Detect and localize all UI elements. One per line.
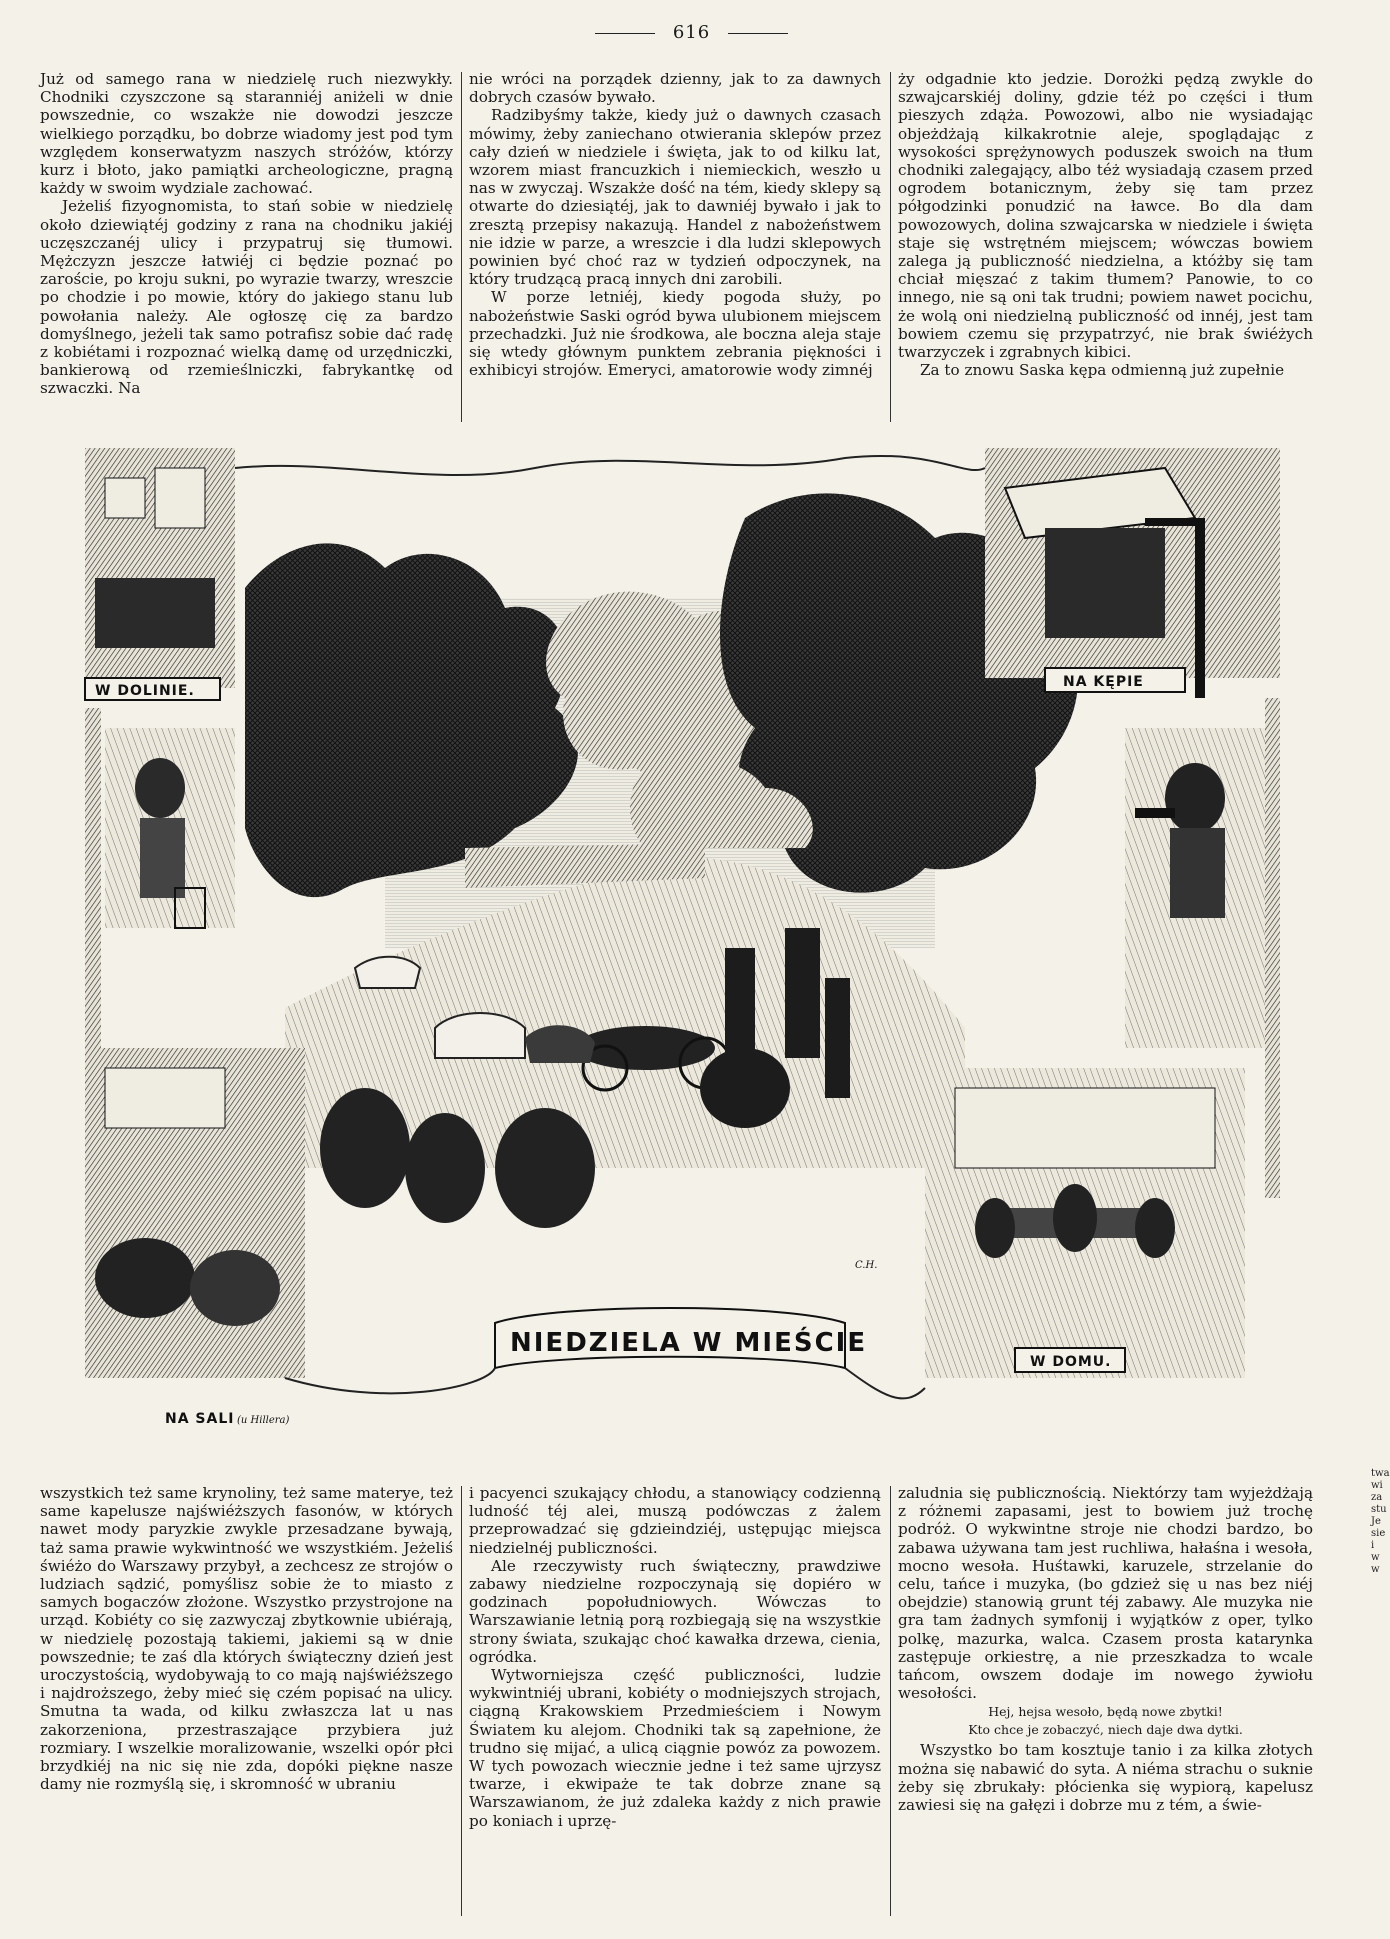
- page-number-rule-left: [595, 33, 655, 34]
- title-banner-text: NIEDZIELA W MIEŚCIE: [510, 1328, 868, 1358]
- paragraph: Wszystko bo tam kosztuje tanio i za kilka złotych można się nabawić do syta. A niéma strachu o suknie żeby się zbrukały: płócienka się wypiorą, kapelusz zawiesi się na gałęzi i dobrze mu z tém, a świe-: [898, 1741, 1313, 1815]
- paragraph: W porze letniéj, kiedy pogoda służy, po nabożeństwie Saski ogród bywa ulubionem miejscem przechadzki. Już nie środkowa, ale boczna aleja staje się wtedy głównym punktem zebrania piękności i exhibicyi strojów. Emeryci, amatorowie wody zimnéj: [469, 288, 881, 380]
- page-number-text: 616: [672, 22, 711, 43]
- paragraph: wszystkich też same krynoliny, też same materye, też same kapelusze najświéższych fasonów, w których nawet mody paryzkie zwykle przesadzane bywają, taż sama prawie wykwintność we wszystkiém. Jeżeliś świéżo do Warszawy przybył, a zechcesz ze strojów o ludziach sądzić, pomyślisz sobie że to miasto z samych bogaczów złożone. Wszystko przystrojone na urząd. Kobiéty co się zazwyczaj zbytkownie ubiérają, w niedzielę pozostają takiemi, jakiemi są w dnie powszednie; te zaś dla których świąteczny dzień jest uroczystością, wydobywają to co mają najświéższego i najdroższego, żeby mieć się czém popisać na ulicy. Smutna ta wada, od kilku zwłaszcza lat u nas zakorzeniona, przestraszające przybiera już rozmiary. I wszelkie moralizowanie, wszelki opór płci brzydkiéj na nic się nie zda, dopóki piękne nasze damy nie rozmyślą się, i skromność w ubraniu: [40, 1484, 453, 1794]
- label-dolinie: W DOLINIE.: [95, 683, 195, 699]
- column-divider: [461, 72, 462, 422]
- column-divider: [461, 1486, 462, 1916]
- bottom-column-1: [40, 1484, 453, 1924]
- paragraph: Radzibyśmy także, kiedy już o dawnych czasach mówimy, żeby zaniechano otwierania sklepów przez cały dzień w niedziele i święta, jak to od kilku lat, wzorem miast francuzkich i niemieckich, weszło u nas w zwyczaj. Wszakże dość na tém, kiedy sklepy są otwarte do dziesiątéj, jak to dawniéj bywało i jak to zresztą przepisy nakazują. Handel z nabożeństwem nie idzie w parze, a wreszcie i dla ludzi sklepowych powinien być choć raz w tydzień odpoczynek, na który trudzącą pracą innych dni zarobili.: [469, 106, 881, 289]
- label-domu: W DOMU.: [1030, 1354, 1112, 1370]
- top-column-1: [40, 70, 453, 430]
- poem-line: Hej, hejsa wesoło, będą nowe zbytki!: [988, 1704, 1223, 1720]
- vignette-kepie: [985, 448, 1280, 698]
- artist-signature: C.H.: [855, 1260, 878, 1271]
- vignette-dolinie: [85, 448, 235, 700]
- paragraph: zaludnia się publicznością. Niektórzy tam wyjeżdżają z różnemi zapasami, jest to bowiem już trochę podróż. O wykwintne stroje nie chodzi bardzo, bo zabawa używana tam jest ruchliwa, hałaśna i wesoła, mocno wesoła. Huśtawki, karuzele, strzelanie do celu, tańce i muzyka, (bo gdzież się u nas bez niéj obejdzie) stanowią grunt téj zabawy. Ale muzyka nie gra tam żadnych symfonij i wyjątków z oper, tylko polkę, mazurka, walca. Czasem prosta katarynka zastępuje orkiestrę, a nie przeszkadza to wcale tańcom, owszem dodaje im nowego żywiołu wesołości.: [898, 1484, 1313, 1703]
- paragraph: Jeżeliś fizyognomista, to stań sobie w niedzielę około dziewiątéj godziny z rana na chodniku jakiéj uczęszczanéj ulicy i przypatruj się tłumowi. Mężczyzn jeszcze łatwiéj ci będzie poznać po zaroście, po kroju sukni, po wyrazie twarzy, wreszcie po chodzie i po mowie, który do jakiego stanu lub powołania należy. Ale ogłoszę cię za bardzo domyślnego, jeżeli tak samo potrafisz sobie dać radę z kobiétami i rozpoznać wielką damę od urzędniczki, bankierową od rzemieślniczki, fabrykantkę od szwaczki. Na: [40, 197, 453, 398]
- top-column-2: [469, 70, 881, 430]
- page-number: [0, 22, 1383, 43]
- paragraph: Wytworniejsza część publiczności, ludzie wykwintniéj ubrani, kobiéty o modniejszych strojach, ciągną Krakowskiem Przedmieściem i Nowym Światem ku alejom. Chodniki tak są zapełnione, że trudno się mijać, a ulicą ciągnie powóz za powozem. W tych powozach wiecznie jedne i też same ujrzysz twarze, i ekwipaże te tak dobrze znane są Warszawianom, że już zdaleka każdy z nich prawie po koniach i uprzę-: [469, 1666, 881, 1830]
- top-column-3: [898, 70, 1313, 430]
- vignette-sali: [85, 1048, 305, 1427]
- page-number-rule-right: [728, 33, 788, 34]
- paragraph: ży odgadnie kto jedzie. Dorożki pędzą zwykle do szwajcarskiéj doliny, gdzie téż po części i tłum pieszych zdąża. Powozowi, albo nie wysiadając objeżdżają kilkakrotnie aleje, spoglądając z wysokości sprężynowych poduszek swoich na tłum chodniki zalegający, albo téż wysiadają czasem przed ogrodem botanicznym, żeby się tam przez półgodzinki ponudzić na ławce. Bo dla dam powozowych, dolina szwajcarska w niedziele i święta staje się wstrętném miejscem; wówczas bowiem zalega ją publiczność niedzielna, a któżby się tam chciał mięszać z takim tłumem? Panowie, to co innego, nie są oni tak trudni; powiem nawet pocichu, że wolą oni niedzielną publiczność od innéj, jest tam bowiem czemu się przypatrzyć, nie brak świéżych twarzyczek i zgrabnych kibici.: [898, 70, 1313, 362]
- bottom-column-2: [469, 1484, 881, 1924]
- label-sali: NA SALI: [165, 1411, 235, 1427]
- engraving-illustration: [85, 448, 1280, 1432]
- paragraph: Za to znowu Saska kępa odmienną już zupełnie: [920, 361, 1285, 380]
- vignette-domu: [925, 1068, 1245, 1378]
- paragraph: Ale rzeczywisty ruch świąteczny, prawdziwe zabawy niedzielne rozpoczynają się dopiéro w godzinach popołudniowych. Wówczas to Warszawianie letnią porą rozbiegają się na wszystkie strony świata, szukając choć kawałka drzewa, cienia, ogródka.: [469, 1556, 881, 1666]
- bottom-column-3: [898, 1484, 1313, 1924]
- engraving-svg: [85, 448, 1280, 1432]
- paragraph: Już od samego rana w niedzielę ruch niezwykły. Chodniki czyszczone są staranniéj aniżeli w dnie powszednie, co wszakże nie dowodzi jeszcze wielkiego porządku, bo dobrze wiadomy jest pod tym względem konserwatyzm naszych stróżów, którzy kurz i błoto, jako pamiątki archeologiczne, pragną każdy w swoim wydziale zachować.: [40, 70, 453, 198]
- label-kepie: NA KĘPIE: [1063, 674, 1144, 690]
- column-divider: [890, 1486, 891, 1916]
- label-sali-sub: (u Hillera): [237, 1415, 290, 1426]
- poem-line: Kto chce je zobaczyć, niech daje dwa dytki.: [968, 1722, 1243, 1738]
- facing-page-edge-text: twa wi za stu Je sie i w w: [1371, 1468, 1390, 1575]
- paragraph: nie wróci na porządek dzienny, jak to za dawnych dobrych czasów bywało.: [469, 70, 881, 107]
- paragraph: i pacyenci szukający chłodu, a stanowiący codzienną ludność téj alei, muszą podówczas z żalem przeprowadzać się gdzieindziéj, ustępując miejsca niedzielnéj publiczności.: [469, 1484, 881, 1557]
- title-banner: [495, 1308, 867, 1368]
- column-divider: [890, 72, 891, 422]
